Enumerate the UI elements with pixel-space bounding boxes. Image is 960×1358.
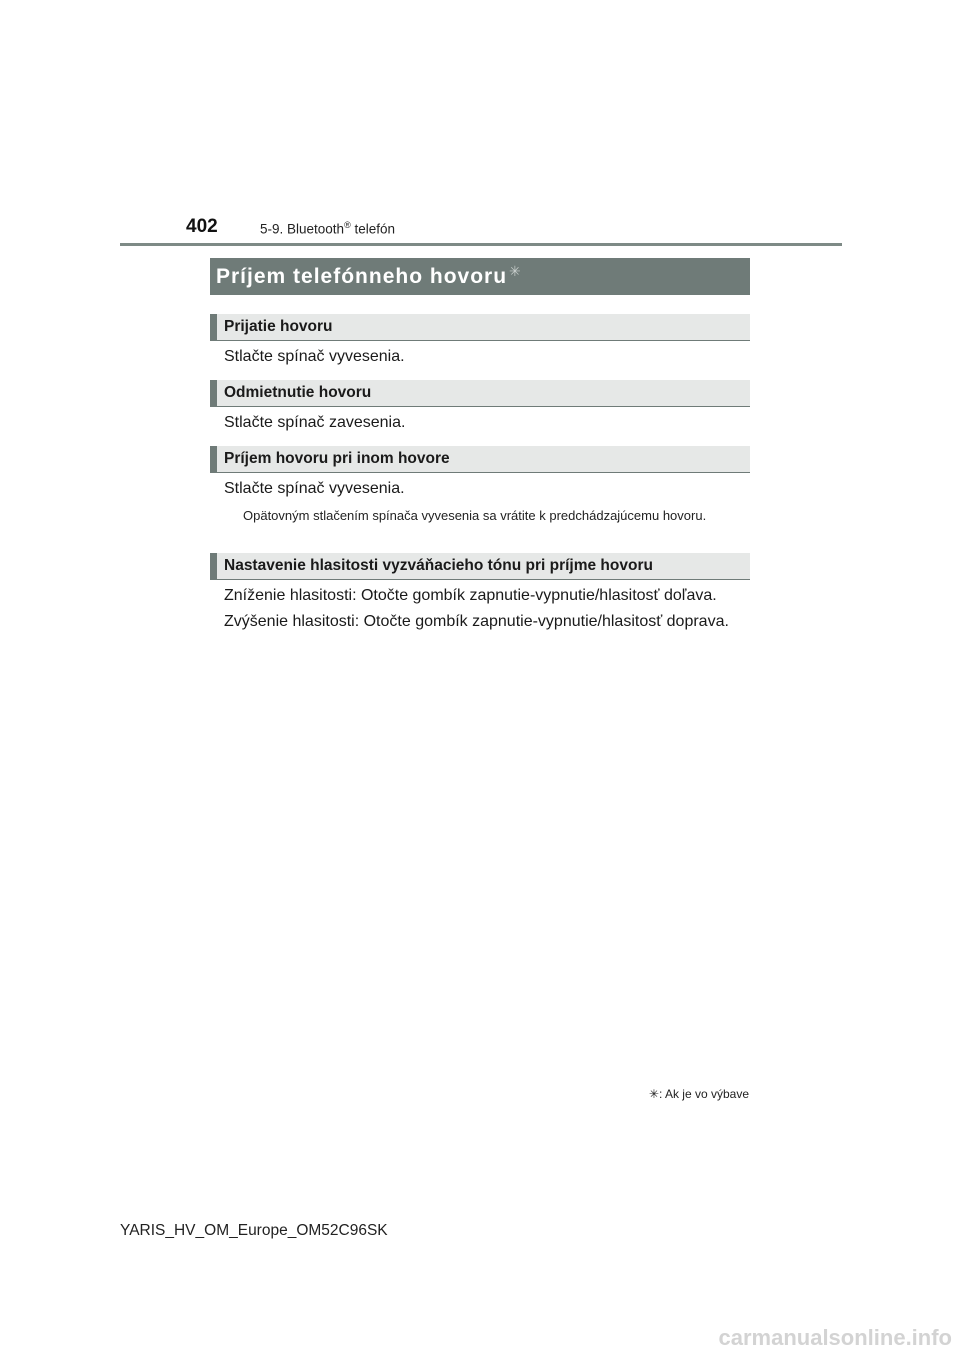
chapter-title bbox=[260, 220, 395, 237]
volume-up-text: Zvýšenie hlasitosti: Otočte gombík zapnutie-vypnutie/hlasitosť doprava. bbox=[224, 613, 729, 630]
section-title: Príjem telefónneho hovoru bbox=[216, 264, 508, 288]
subheading-label: Príjem hovoru pri inom hovore bbox=[224, 450, 450, 467]
subheading-label: Nastavenie hlasitosti vyzváňacieho tónu pri príjme hovoru bbox=[224, 557, 653, 574]
page-number: 402 bbox=[186, 216, 218, 237]
reject-call-text: Stlačte spínač zavesenia. bbox=[224, 414, 406, 431]
subheading-call-waiting bbox=[210, 446, 750, 473]
document-code: YARIS_HV_OM_Europe_OM52C96SK bbox=[120, 1222, 388, 1239]
subheading-answer-call bbox=[210, 314, 750, 341]
chapter-prefix: 5-9. Bluetooth bbox=[260, 221, 345, 237]
subheading-label: Prijatie hovoru bbox=[224, 318, 333, 335]
section-title-bar bbox=[210, 258, 750, 295]
subheading-label: Odmietnutie hovoru bbox=[224, 384, 372, 401]
header-rule bbox=[120, 243, 842, 246]
chapter-suffix: telefón bbox=[350, 221, 395, 237]
call-waiting-note: Opätovným stlačením spínača vyvesenia sa vrátite k predchádzajúcemu hovoru. bbox=[243, 508, 707, 523]
footnote: ✳: Ak je vo výbave bbox=[648, 1087, 749, 1101]
subheading-reject-call bbox=[210, 380, 750, 407]
asterisk-icon: ✳ bbox=[509, 263, 521, 279]
registered-mark: ® bbox=[344, 220, 351, 230]
call-waiting-text: Stlačte spínač vyvesenia. bbox=[224, 480, 405, 497]
answer-call-text: Stlačte spínač vyvesenia. bbox=[224, 348, 405, 365]
volume-down-text: Zníženie hlasitosti: Otočte gombík zapnutie-vypnutie/hlasitosť doľava. bbox=[224, 587, 717, 604]
subheading-ringtone-volume bbox=[210, 553, 750, 580]
watermark: carmanualsonline.info bbox=[718, 1325, 952, 1350]
